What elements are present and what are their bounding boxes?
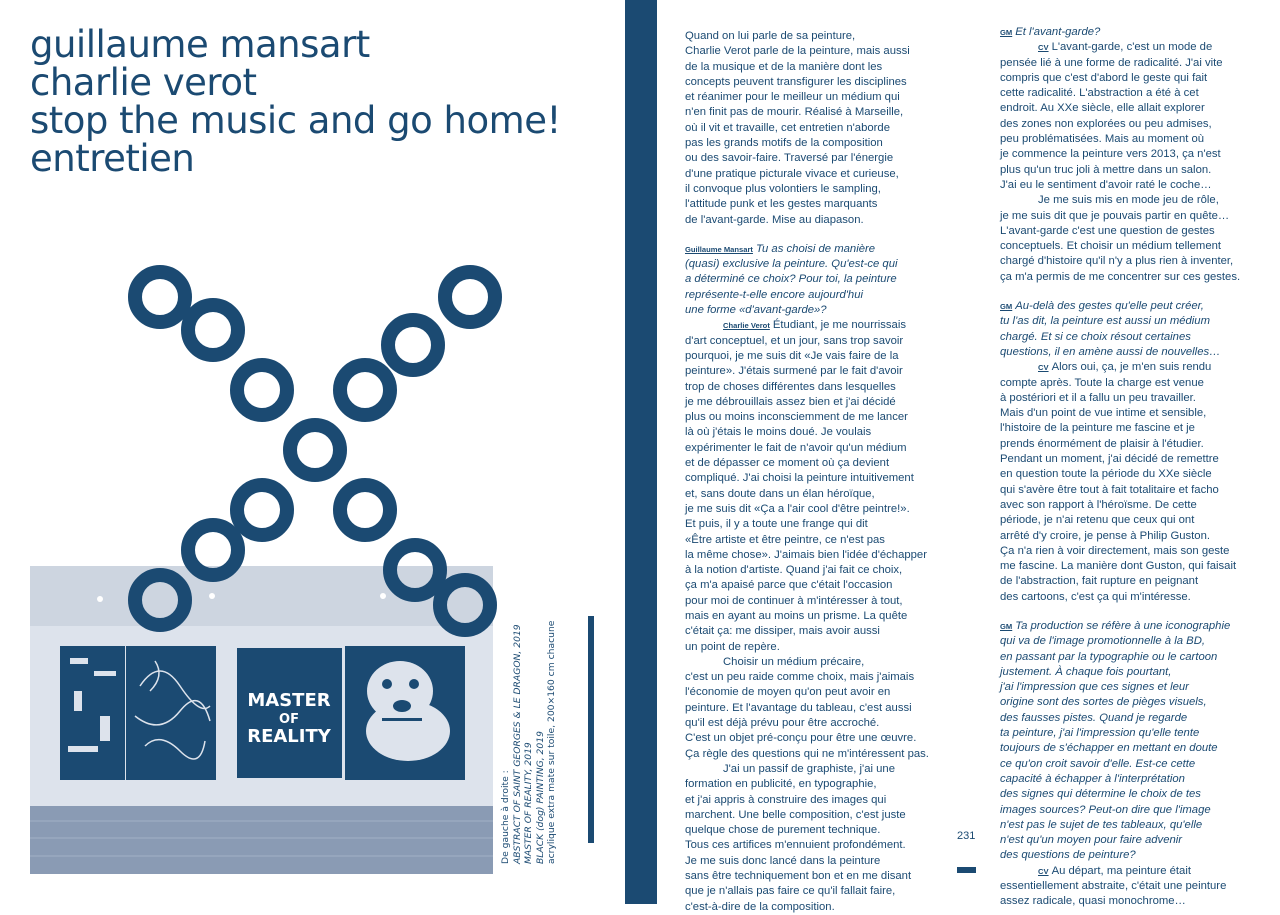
text-line: des cartoons, c'est ça qui m'intéresse. [1000,590,1191,603]
caption-rule [588,616,594,843]
text-line: d'art conceptuel, et un jour, sans trop savoir [685,334,904,347]
text-line: en passant par la typographie ou le cartoon [1000,650,1218,663]
answer-3 [1000,360,1260,605]
title-line-1: guillaume mansart [30,23,370,66]
text-line: n'est pas le sujet de tes tableaux, qu'elle [1000,818,1203,831]
text-line: de l'abstraction, fait rupture en peignant [1000,575,1199,588]
article-title [30,23,561,180]
text-line: chargé d'histoire qu'il n'y a plus rien à inventer, [1000,255,1234,268]
photo-caption [500,614,590,864]
text-line: me fascine. La manière dont Guston, qui faisait [1000,560,1237,573]
text-line: Quand on lui parle de sa peinture, [685,30,856,42]
speaker-label-cv: CV [1038,866,1049,876]
question-text: Tu as choisi de manière [755,242,876,255]
answer-text: Alors oui, ça, je m'en suis rendu [1051,361,1212,374]
caption-line: acrylique extra mate sur toile, 200×160 cm chacune [546,620,557,864]
text-line: toujours de s'échapper en mettant en doute [1000,742,1218,755]
text-line: quelque chose de purement technique. [685,824,881,837]
text-line: je me suis dit que je pouvais partir en quête… [1000,209,1230,222]
text-line: Mais d'un point de vue intime et sensible, [1000,407,1207,420]
text-line: pourquoi, je me suis dit «Je vais faire de la [685,349,899,362]
speaker-label-gm: GM [1000,28,1013,37]
text-line: compliqué. J'ai choisi la peinture intuitivement [685,472,914,485]
text-line: assez radicale, quasi monochrome… [1000,895,1186,908]
ring-shape [188,525,238,575]
text-line: endroit. Au XXe siècle, elle allait explorer [1000,102,1205,115]
text-line: des zones non explorées ou peu admises, [1000,117,1212,130]
painting-word-3: REALITY [247,726,331,747]
speaker-label-gm: GM [1000,621,1013,631]
text-line: n'est qu'un moyen pour faire advenir [1000,834,1183,847]
text-line: prends énormément de plaisir à l'étudier. [1000,437,1204,450]
text-line: Ça n'a rien à voir directement, mais son geste [1000,544,1230,557]
text-line: cette radicalité. L'abstraction a été à cet [1000,87,1199,100]
text-line: je me suis dit «Ça a l'air cool d'être peintre!». [685,502,910,515]
answer-text: L'avant-garde, c'est un mode de [1051,41,1213,54]
text-line: l'économie de moyen qu'on peut avoir en [685,686,891,699]
ring-shape [390,545,440,595]
caption-line: BLACK (dog) PAINTING, 2019 [534,731,546,864]
text-line: peu problématisées. Mais au moment où [1000,133,1205,146]
text-line: mais en ayant au moins un prisme. La quête [685,609,908,622]
speaker-label-cv: Charlie Verot [723,321,770,331]
answer-2 [1000,40,1260,285]
question-text: Et l'avant-garde? [1015,26,1101,38]
page-number: 231 [957,830,976,842]
text-line: et réanimer pour le meilleur un médium qui [685,91,900,104]
answer-text: Étudiant, je me nourrissais [772,319,906,332]
answer-text: J'ai un passif de graphiste, j'ai une [723,762,895,775]
circles-x-graphic [110,250,510,640]
text-column-2 [1000,25,1260,910]
ring-shape [237,485,287,535]
text-line: des questions de peinture? [1000,849,1136,862]
text-line: un point de repère. [685,640,780,653]
text-line: je commence la peinture vers 2013, ça n'est [1000,148,1221,161]
page-number-bar [957,867,976,873]
text-line: a déterminé ce choix? Pour toi, la peinture [685,273,897,286]
text-line: chargé. Et si ce choix résout certaines [1000,330,1191,343]
text-line: essentiellement abstraite, c'était une peinture [1000,880,1227,893]
text-line: peinture. Et l'avantage du tableau, c'est aussi [685,701,912,714]
text-line: Ça règle des questions qui ne m'intéressent pas. [685,747,929,760]
text-line: qu'il est déjà prévu pour être accroché. [685,717,880,730]
question-1 [685,242,937,318]
painting-word-1: MASTER [247,690,331,711]
ring-shape [388,320,438,370]
text-line: qui s'avère être tout à fait totalitaire et facho [1000,483,1219,496]
speaker-label-cv: CV [1038,43,1049,53]
text-line: c'est un peu raide comme choix, mais j'aimais [685,671,915,684]
speaker-label-gm: Guillaume Mansart [685,244,753,254]
text-line: c'est-à-dire de la composition. [685,900,835,913]
question-3 [1000,299,1260,360]
ring-shape [445,272,495,322]
text-line: je me débrouillais assez bien et j'ai décidé [685,395,896,408]
ring-shape [340,365,390,415]
answer-4 [1000,864,1260,910]
text-line: il convoque plus volontiers le sampling, [685,182,881,195]
ring-shape [188,305,238,355]
text-line: et j'ai appris à construire des images qui [685,793,887,806]
question-4 [1000,619,1260,864]
text-line: avec son rapport à l'héroïsme. De cette [1000,498,1197,511]
text-line: ta peinture, j'ai l'impression qu'elle tente [1000,727,1200,740]
title-line-4: entretien [30,137,195,180]
text-column-1 [685,29,937,915]
text-line: concepts peuvent transfigurer les disciplines [685,75,907,88]
question-text: Ta production se réfère à une iconographie [1015,619,1231,632]
text-line: à la notion d'artiste. Quand j'ai fait ce choix, [685,564,903,577]
text-line: que je n'allais pas faire ce qu'il fallait faire, [685,885,896,898]
text-line: en question toute la période du XXe siècle [1000,468,1212,481]
text-line: d'une pratique picturale vivace et curieuse, [685,167,899,180]
answer-text: Choisir un médium précaire, [723,655,865,668]
text-line: de la musique et de la manière dont les [685,60,883,73]
text-line: période, je n'ai retenu que ceux qui ont [1000,514,1195,527]
text-line: Et puis, il y a toute une frange qui dit [685,518,868,531]
text-line: une forme «d'avant-garde»? [685,304,827,317]
text-line: et, sans doute dans un élan héroïque, [685,487,875,500]
speaker-label-gm: GM [1000,302,1013,312]
question-text: Au-delà des gestes qu'elle peut créer, [1015,300,1204,313]
caption-line: ABSTRACT OF SAINT GEORGES & LE DRAGON, 2019 [511,624,523,864]
text-line: l'histoire de la peinture me fascine et je [1000,422,1195,435]
text-line: pas les grands motifs de la composition [685,137,883,150]
text-line: n'en finit pas de mourir. Réalisé à Marseille, [685,106,904,119]
intro-paragraph [685,29,937,228]
text-line: des fausses pistes. Quand je regarde [1000,711,1188,724]
title-line-3: stop the music and go home! [30,99,561,142]
text-line: ou des savoir-faire. Traversé par l'énergie [685,152,894,165]
text-line: compte après. Toute la charge est venue [1000,376,1204,389]
text-line: pensée lié à une forme de radicalité. J'ai vite [1000,56,1223,69]
ring-shape [290,425,340,475]
text-line: des signes qui détermine le choix de tes [1000,788,1201,801]
text-line: Pendant un moment, j'ai décidé de remettre [1000,453,1219,466]
text-line: arrêté d'y croire, je pense à Philip Guston. [1000,529,1211,542]
ring-shape [135,575,185,625]
answer-1 [685,318,937,915]
text-line: j'ai l'impression que ces signes et leur [1000,681,1189,694]
ring-shape [135,272,185,322]
text-line: c'était ça: me dissiper, mais avoir aussi [685,625,880,638]
text-line: (quasi) exclusive la peinture. Qu'est-ce qui [685,258,898,271]
text-line: la même chose». J'aimais bien l'idée d'échapper [685,548,927,561]
painting-word-2: OF [279,712,299,727]
text-line: ça m'a permis de me concentrer sur ces gestes. [1000,270,1241,283]
text-line: C'est un objet pré-conçu pour être une œuvre. [685,732,917,745]
caption-line: De gauche à droite : [500,770,511,864]
text-line: capacité à échapper à l'interprétation [1000,772,1185,785]
ring-shape [340,485,390,535]
text-line: où il vit et travaille, cet entretien n'aborde [685,121,890,134]
caption-line: MASTER OF REALITY, 2019 [523,742,534,864]
ring-shape [440,580,490,630]
text-line: «Être artiste et être peintre, ce n'est pas [685,533,885,546]
text-line: compris que c'est d'abord le geste qui fait [1000,71,1208,84]
text-line: formation en publicité, en typographie, [685,778,877,791]
text-line: qui va de l'image promotionnelle à la BD, [1000,635,1205,648]
text-line: et de dépasser ce moment où ça devient [685,457,890,470]
spine-band [625,0,657,904]
text-line: Charlie Verot parle de la peinture, mais aussi [685,45,910,58]
text-line: Tous ces artifices m'ennuient profondément. [685,839,906,852]
title-line-2: charlie verot [30,61,257,104]
text-line: représente-t-elle encore aujourd'hui [685,288,863,301]
text-line: L'avant-garde c'est une question de gestes [1000,224,1215,237]
ring-shape [237,365,287,415]
answer-text: Je me suis mis en mode jeu de rôle, [1038,194,1219,207]
text-line: là où j'étais le moins doué. Je voulais [685,426,872,439]
text-line: à postériori et il a fallu un peu travailler. [1000,391,1196,404]
text-line: plus qu'un truc joli à mettre dans un salon. [1000,163,1212,176]
speaker-label-cv: CV [1038,363,1049,373]
text-line: trop de choses différentes dans lesquelles [685,380,896,393]
text-line: expérimenter le fait de n'avoir qu'un médium [685,441,907,454]
text-line: origine sont des sortes de pièges visuels, [1000,696,1207,709]
question-2 [1000,25,1260,40]
text-line: tu l'as dit, la peinture est aussi un médium [1000,315,1211,328]
text-line: pour moi de continuer à m'intéresser à tout, [685,594,903,607]
text-line: conceptuels. Et choisir un médium tellement [1000,240,1222,253]
text-line: justement. À chaque fois pourtant, [1000,665,1172,678]
text-line: ça m'a apaisé parce que c'était l'occasion [685,579,893,592]
text-line: de l'avant-garde. Mise au diapason. [685,213,864,226]
text-line: marchent. Une belle composition, c'est juste [685,808,906,821]
text-line: questions, il en amène aussi de nouvelles… [1000,345,1221,358]
text-line: ce qu'on croit savoir d'elle. Est-ce cette [1000,757,1196,770]
text-line: l'attitude punk et les gestes marquants [685,198,878,211]
text-line: J'ai eu le sentiment d'avoir raté le coche… [1000,178,1212,191]
text-line: Je me suis donc lancé dans la peinture [685,854,881,867]
text-line: sans être techniquement bon et en me disant [685,870,912,883]
text-line: peinture». J'étais surmené par le fait d'avoir [685,365,903,378]
answer-text: Au départ, ma peinture était [1051,864,1191,877]
text-line: plus ou moins inconsciemment de me lancer [685,411,908,424]
text-line: images sources? Peut-on dire que l'image [1000,803,1211,816]
